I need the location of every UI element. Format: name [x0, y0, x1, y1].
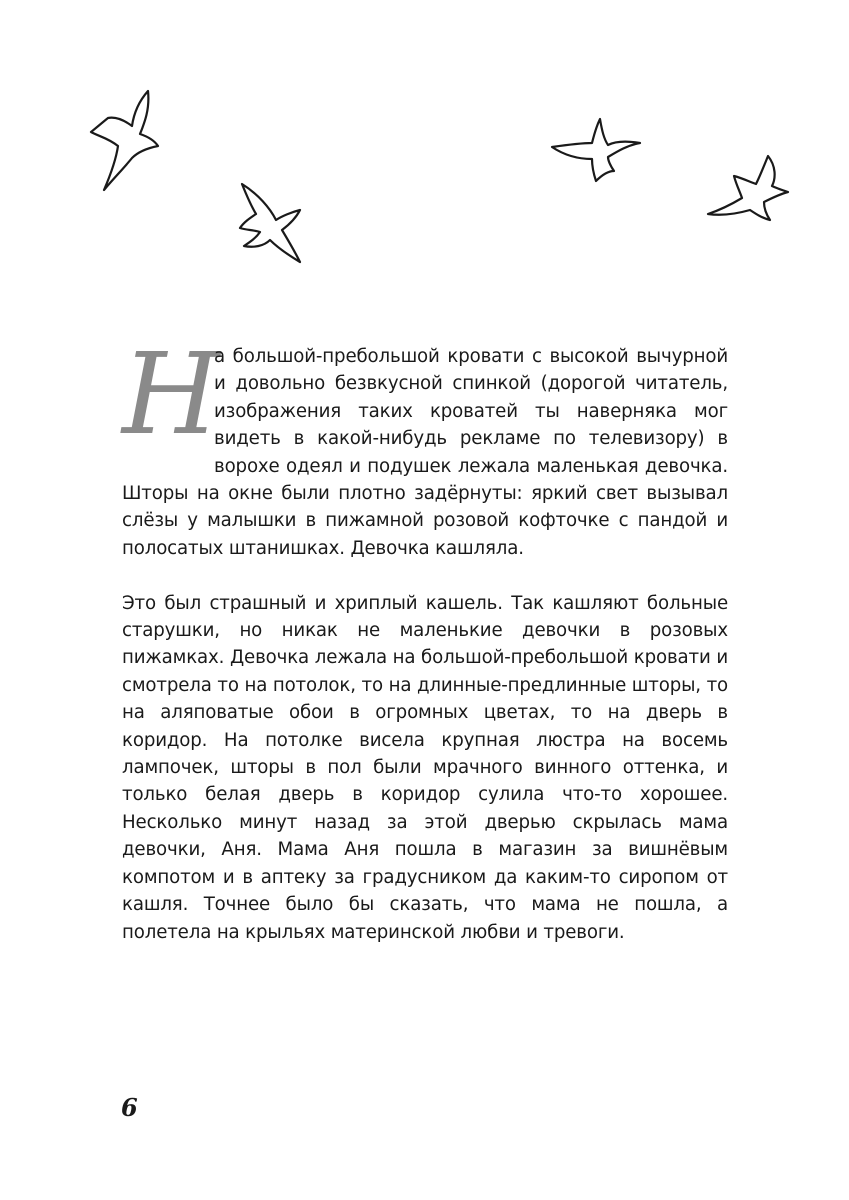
drop-cap: Н: [122, 330, 220, 460]
bird-icon: [234, 180, 306, 270]
page-number: 6: [121, 1093, 138, 1122]
story-text: [122, 330, 728, 946]
paragraph: [122, 330, 728, 562]
paragraph-text: Это был страшный и хриплый кашель. Так кашляют больные старушки, но никак не маленькие девочки в розовых пижамках. Девочка лежала на большой-пребольшой кровати и смотрела то на потолок, то на длинные-предлинные шторы, то на аляповатые обои в огромных цветах, то на дверь в коридор. На потолке висела крупная люстра на восемь лампочек, шторы в пол были мрачного винного оттенка, и только белая дверь в коридор сулила что-то хорошее. Несколько минут назад за этой дверью скрылась мама девочки, Аня. Мама Аня пошла в магазин за вишнёвым компотом и в аптеку за градусником да каким-то сиропом от кашля. Точнее было бы сказать, что мама не пошла, а полетела на крыльях материнской любви и тревоги.: [122, 592, 728, 943]
birds-illustration: [0, 0, 849, 300]
bird-icon: [88, 88, 163, 193]
bird-icon: [702, 152, 792, 224]
bird-icon: [548, 115, 643, 183]
paragraph-text: а большой-пребольшой кровати с высокой вычурной и довольно безвкусной спинкой (дорогой читатель, изображения таких кроватей ты наверняка мог видеть в какой-нибудь рекламе по телевизору) в ворохе одеял и подушек лежала маленькая девочка. Шторы на окне были плотно задёрнуты: яркий свет вызывал слёзы у малышки в пижамной розовой кофточке с пандой и полосатых штанишках. Девочка кашляла.: [122, 346, 728, 559]
paragraph: [122, 590, 728, 946]
